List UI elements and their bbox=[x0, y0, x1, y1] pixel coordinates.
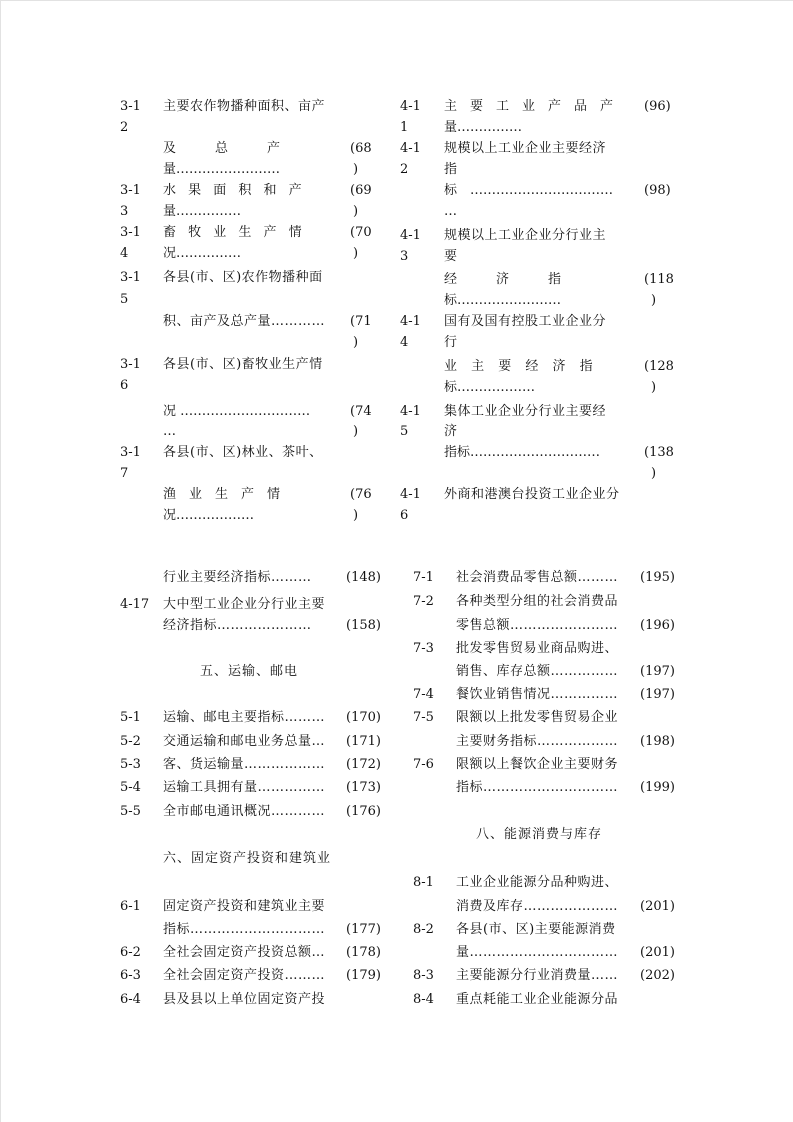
entry-number: 3 bbox=[120, 204, 129, 219]
entry-title: 全社会固定资产投资……… bbox=[163, 968, 326, 983]
entry-title: 工业企业能源分品种购进、 bbox=[456, 875, 619, 890]
entry-leader: 量…………………… bbox=[163, 162, 281, 177]
entry-leader: 况……………… bbox=[163, 508, 255, 523]
entry-title: 量…………………………… bbox=[456, 945, 619, 960]
page-number: (76 bbox=[350, 487, 372, 502]
entry-leader: 标…………………… bbox=[444, 293, 562, 308]
entry-title: 各县(市、区)农作物播种面 bbox=[163, 270, 323, 285]
page-number: (202) bbox=[640, 968, 675, 983]
page-number: (176) bbox=[346, 804, 381, 819]
entry-title: 销售、库存总额…………… bbox=[456, 664, 619, 679]
entry-title: 济 bbox=[444, 424, 458, 439]
page-number: (173) bbox=[346, 780, 381, 795]
page-number: ) bbox=[353, 246, 359, 261]
section-heading: 六、固定资产投资和建筑业 bbox=[163, 851, 332, 866]
entry-title: 渔 业 生 产 情 bbox=[163, 487, 281, 502]
entry-number: 8-2 bbox=[413, 922, 434, 937]
page-number: ) bbox=[353, 162, 359, 177]
page-number: (171) bbox=[346, 734, 381, 749]
entry-number: 8-3 bbox=[413, 968, 434, 983]
entry-number: 3-1 bbox=[120, 445, 141, 460]
entry-number: 7-4 bbox=[413, 687, 434, 702]
entry-title: 零售总额…………………… bbox=[456, 618, 619, 633]
entry-number: 3-1 bbox=[120, 357, 141, 372]
page-number: (98) bbox=[644, 183, 671, 198]
entry-title: 主 要 工 业 产 品 产 bbox=[444, 99, 614, 114]
entry-title: 消费及库存………………… bbox=[456, 899, 619, 914]
entry-title: 限额以上餐饮企业主要财务 bbox=[456, 757, 619, 772]
entry-number: 4-1 bbox=[400, 228, 421, 243]
entry-title: 规模以上工业企业主要经济 bbox=[444, 141, 607, 156]
entry-title: 运输、邮电主要指标……… bbox=[163, 710, 326, 725]
entry-number: 5-5 bbox=[120, 804, 141, 819]
entry-number: 5-1 bbox=[120, 710, 141, 725]
entry-number: 8-4 bbox=[413, 992, 434, 1007]
entry-title: 积、亩产及总产量………… bbox=[163, 314, 326, 329]
page-number: ) bbox=[651, 380, 657, 395]
page-number: (172) bbox=[346, 757, 381, 772]
entry-title: 指标………………………… bbox=[163, 922, 326, 937]
page-number: (68 bbox=[350, 141, 372, 156]
page-number: (178) bbox=[346, 945, 381, 960]
entry-number: 4-1 bbox=[400, 487, 421, 502]
entry-title: 畜 牧 业 生 产 情 bbox=[163, 225, 306, 240]
page-number: (118 bbox=[644, 272, 674, 287]
page-number: (138 bbox=[644, 445, 674, 460]
entry-title: 经 济 指 bbox=[444, 272, 562, 287]
page-number: (195) bbox=[640, 570, 675, 585]
section-heading: 八、能源消费与库存 bbox=[476, 827, 603, 842]
page-number: ) bbox=[353, 335, 359, 350]
entry-number: 3 bbox=[400, 249, 409, 264]
page-number: (128 bbox=[644, 359, 674, 374]
entry-number: 2 bbox=[400, 162, 409, 177]
page-number: (197) bbox=[640, 687, 675, 702]
entry-number: 7-2 bbox=[413, 594, 434, 609]
entry-title: 各县(市、区)畜牧业生产情 bbox=[163, 357, 323, 372]
entry-title: 全市邮电通讯概况………… bbox=[163, 804, 326, 819]
entry-number: 5-4 bbox=[120, 780, 141, 795]
entry-title: 限额以上批发零售贸易企业 bbox=[456, 710, 619, 725]
page-number: (199) bbox=[640, 780, 675, 795]
entry-number: 5-3 bbox=[120, 757, 141, 772]
entry-number: 7-1 bbox=[413, 570, 434, 585]
entry-title: 各县(市、区)林业、茶叶、 bbox=[163, 445, 323, 460]
entry-number: 7-5 bbox=[413, 710, 434, 725]
page-number: (70 bbox=[350, 225, 372, 240]
entry-title: 餐饮业销售情况…………… bbox=[456, 687, 619, 702]
entry-title: 主要财务指标……………… bbox=[456, 734, 619, 749]
entry-title: 水 果 面 积 和 产 bbox=[163, 183, 306, 198]
entry-number: 3-1 bbox=[120, 99, 141, 114]
entry-title: 要 bbox=[444, 249, 458, 264]
entry-title: 规模以上工业企业分行业主 bbox=[444, 228, 607, 243]
page-number: ) bbox=[651, 466, 657, 481]
entry-number: 6-1 bbox=[120, 899, 141, 914]
entry-number: 1 bbox=[400, 120, 409, 135]
entry-number: 5 bbox=[120, 292, 129, 307]
entry-number: 7 bbox=[120, 466, 129, 481]
entry-number: 4-1 bbox=[400, 99, 421, 114]
entry-title: 各县(市、区)主要能源消费 bbox=[456, 922, 616, 937]
page-number: ) bbox=[651, 293, 657, 308]
entry-title: 行业主要经济指标……… bbox=[163, 570, 312, 585]
page-number: (197) bbox=[640, 664, 675, 679]
entry-title: 外商和港澳台投资工业企业分 bbox=[444, 487, 620, 502]
entry-leader: 指标………………………… bbox=[444, 445, 601, 460]
entry-number: 4-17 bbox=[120, 597, 150, 612]
entry-title: 各种类型分组的社会消费品 bbox=[456, 594, 619, 609]
entry-number: 4 bbox=[120, 246, 129, 261]
entry-title: 社会消费品零售总额……… bbox=[456, 570, 619, 585]
entry-number: 6 bbox=[120, 378, 129, 393]
page-number: (179) bbox=[346, 968, 381, 983]
entry-title: 集体工业企业分行业主要经 bbox=[444, 404, 607, 419]
entry-title: 县及县以上单位固定资产投 bbox=[163, 992, 326, 1007]
entry-title: 运输工具拥有量…………… bbox=[163, 780, 326, 795]
entry-title: 行 bbox=[444, 335, 458, 350]
page-number: (198) bbox=[640, 734, 675, 749]
entry-number: 6-3 bbox=[120, 968, 141, 983]
page-number: (71 bbox=[350, 314, 372, 329]
page-number: (201) bbox=[640, 945, 675, 960]
page-number: (74 bbox=[350, 404, 372, 419]
entry-number: 3-1 bbox=[120, 270, 141, 285]
page-number: (177) bbox=[346, 922, 381, 937]
entry-title: 主要能源分行业消费量…… bbox=[456, 968, 619, 983]
entry-title: 业 主 要 经 济 指 bbox=[444, 359, 598, 374]
entry-number: 4-1 bbox=[400, 314, 421, 329]
entry-number: 7-3 bbox=[413, 641, 434, 656]
entry-leader: 量…………… bbox=[163, 204, 242, 219]
entry-title: 主要农作物播种面积、亩产 bbox=[163, 99, 326, 114]
entry-leader: 量…………… bbox=[444, 120, 523, 135]
entry-leader: … bbox=[444, 204, 457, 219]
entry-title: 国有及国有控股工业企业分 bbox=[444, 314, 607, 329]
entry-number: 6-4 bbox=[120, 992, 141, 1007]
entry-title: 批发零售贸易业商品购进、 bbox=[456, 641, 619, 656]
entry-title: 大中型工业企业分行业主要 bbox=[163, 597, 326, 612]
entry-number: 6-2 bbox=[120, 945, 141, 960]
entry-title: 交通运输和邮电业务总量… bbox=[163, 734, 326, 749]
entry-number: 6 bbox=[400, 508, 409, 523]
entry-title: 客、货运输量……………… bbox=[163, 757, 326, 772]
entry-number: 5 bbox=[400, 424, 409, 439]
entry-number: 8-1 bbox=[413, 875, 434, 890]
page-number: (148) bbox=[346, 570, 381, 585]
entry-title: 全社会固定资产投资总额… bbox=[163, 945, 326, 960]
entry-number: 7-6 bbox=[413, 757, 434, 772]
page-number: ) bbox=[353, 204, 359, 219]
entry-number: 4 bbox=[400, 335, 409, 350]
page-number: (158) bbox=[346, 618, 381, 633]
entry-title: 指标………………………… bbox=[456, 780, 619, 795]
entry-title: 固定资产投资和建筑业主要 bbox=[163, 899, 326, 914]
page-number: ) bbox=[353, 508, 359, 523]
entry-number: 4-1 bbox=[400, 404, 421, 419]
entry-leader: 标……………… bbox=[444, 380, 536, 395]
page-number: (96) bbox=[644, 99, 671, 114]
entry-leader: 标 …………………………… bbox=[444, 183, 614, 198]
entry-number: 4-1 bbox=[400, 141, 421, 156]
entry-leader: 况…………… bbox=[163, 246, 242, 261]
entry-title: 经济指标………………… bbox=[163, 618, 312, 633]
entry-title: 及 总 产 bbox=[163, 141, 281, 156]
page-number: (196) bbox=[640, 618, 675, 633]
entry-leader: 况 ………………………… bbox=[163, 404, 311, 419]
entry-number: 5-2 bbox=[120, 734, 141, 749]
section-heading: 五、运输、邮电 bbox=[200, 664, 299, 679]
page-left-border bbox=[0, 0, 1, 1122]
entry-number: 3-1 bbox=[120, 183, 141, 198]
entry-number: 3-1 bbox=[120, 225, 141, 240]
page-number: ) bbox=[353, 424, 359, 439]
page-number: (201) bbox=[640, 899, 675, 914]
page-number: (69 bbox=[350, 183, 372, 198]
page-top-border bbox=[0, 0, 793, 1]
page-number: (170) bbox=[346, 710, 381, 725]
entry-title: 重点耗能工业企业能源分品 bbox=[456, 992, 619, 1007]
entry-leader: … bbox=[163, 424, 176, 439]
entry-number: 2 bbox=[120, 120, 129, 135]
entry-title: 指 bbox=[444, 162, 458, 177]
